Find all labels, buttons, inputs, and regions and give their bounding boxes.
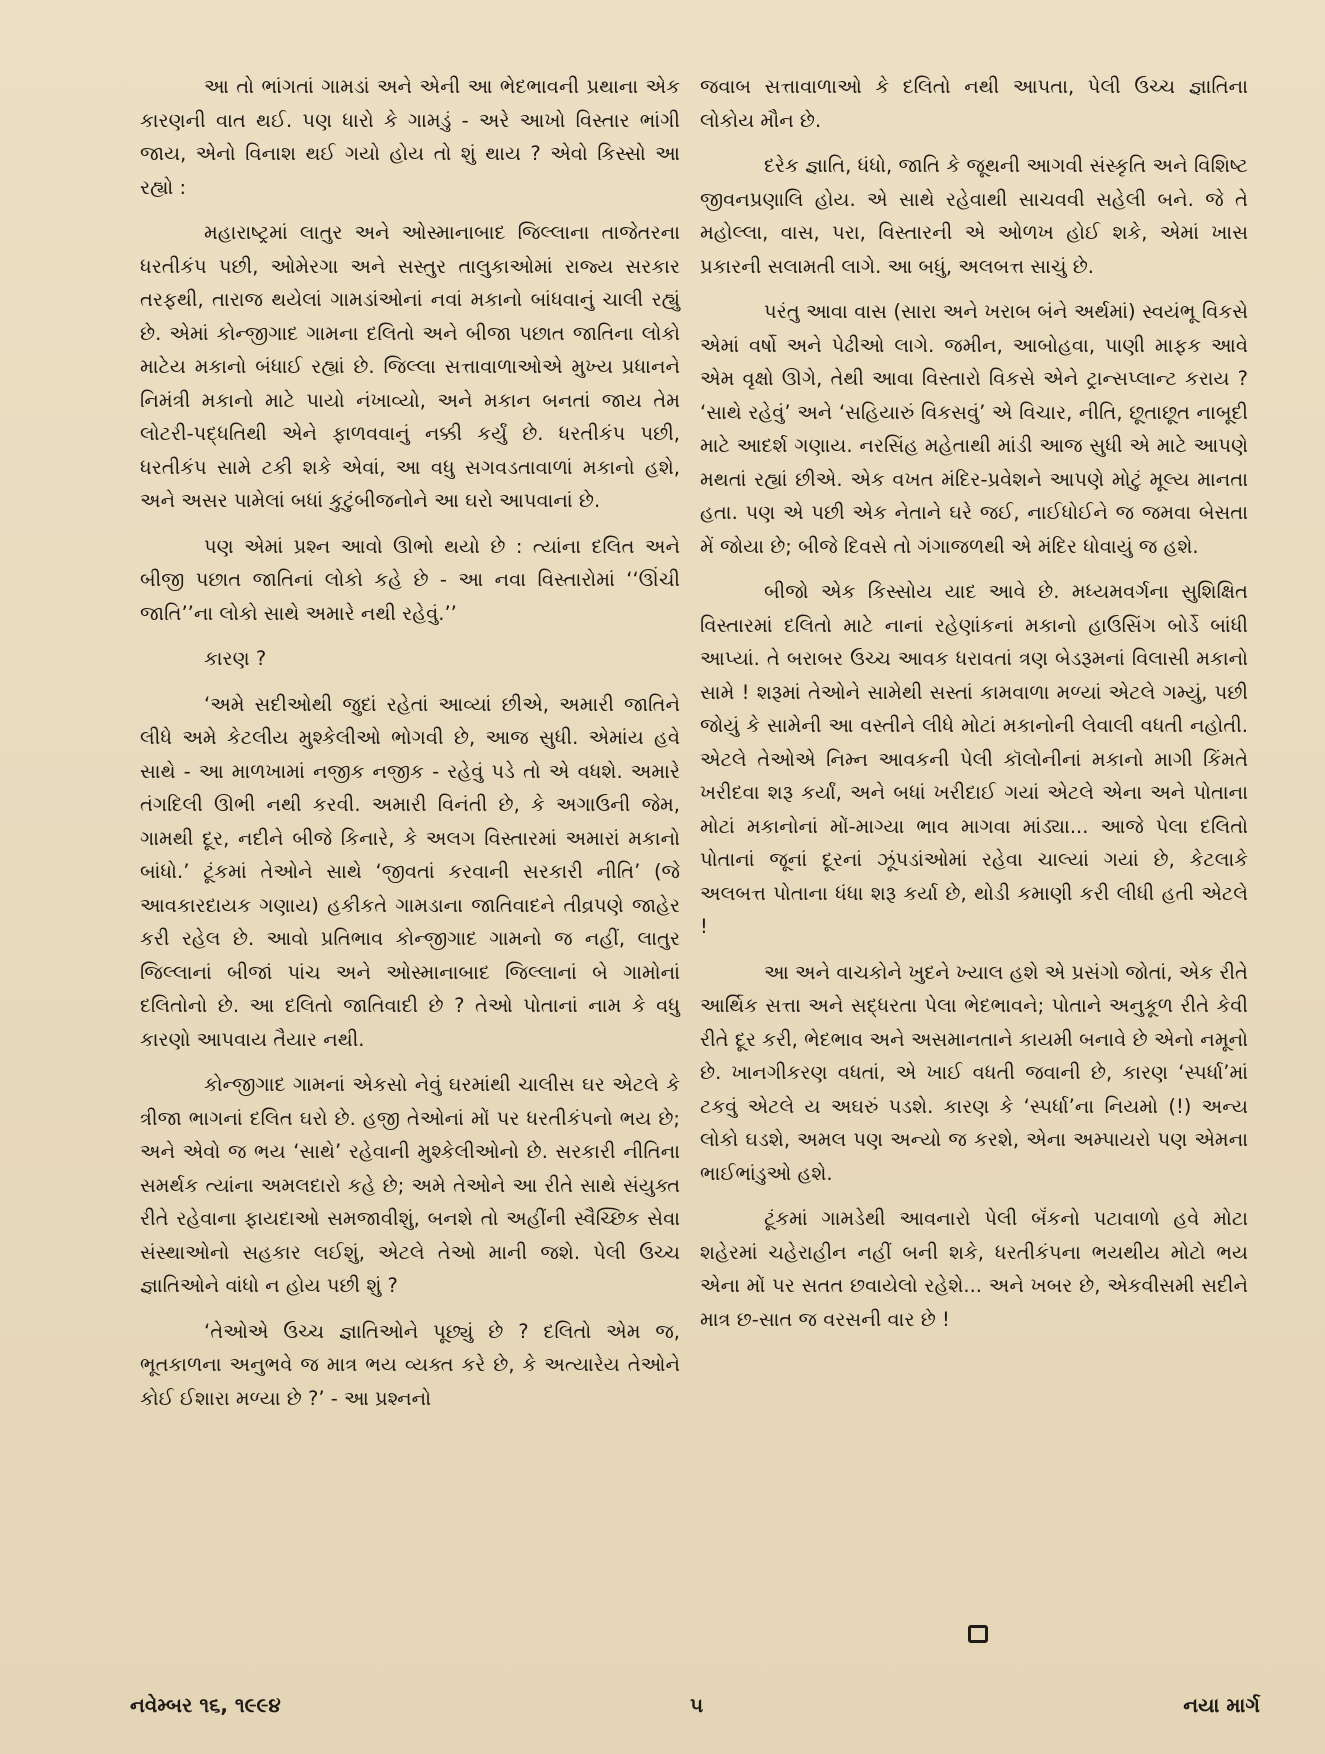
publication-name: નયા માર્ગ <box>1183 1693 1260 1717</box>
left-column <box>140 70 680 1427</box>
page-number: ૫ <box>690 1693 704 1717</box>
paragraph: ‘તેઓએ ઉચ્ચ જ્ઞાતિઓને પૂછ્યું છે ? દલિતો એમ જ, ભૂતકાળના અનુભવે જ માત્ર ભય વ્યક્ત કરે છે, કે અત્યારેય તેઓને કોઈ ઈશારા મળ્યા છે ?’ - આ પ્રશ્નનો <box>140 1319 680 1410</box>
issue-date: નવેમ્બર ૧૬, ૧૯૯૪ <box>130 1693 281 1717</box>
paragraph: ટૂંકમાં ગામડેથી આવનારો પેલી બૅંકનો પટાવાળો હવે મોટા શહેરમાં ચહેરાહીન નહીં બની શકે, ધરતીકંપના ભયથીય મોટો ભય એના મોં પર સતત છવાયેલો રહેશે... અને ખબર છે, એકવીસમી સદીને માત્ર છ-સાત જ વરસની વાર છે ! <box>700 1207 1248 1331</box>
paragraph: પરંતુ આવા વાસ (સારા અને ખરાબ બંને અર્થમાં) સ્વયંભૂ વિકસે એમાં વર્ષો અને પેઢીઓ લાગે. જમીન, આબોહવા, પાણી માફક આવે એમ વૃક્ષો ઊગે, તેથી આવા વિસ્તારો વિકસે એને ટ્રાન્સપ્લાન્ટ કરાય ? ‘સાથે રહેવું’ અને ‘સહિયારું વિકસવું’ એ વિચાર, નીતિ, છૂતાછૂત નાબૂદી માટે આદર્શ ગણાય. નરસિંહ મહેતાથી માંડી આજ સુધી એ માટે આપણે મથતાં રહ્યાં છીએ. એક વખત મંદિર-પ્રવેશને આપણે મોટું મૂલ્ય માનતા હતા. પણ એ પછી એક નેતાને ઘરે જઈ, નાઈધોઈને જ જમવા બેસતા મેં જોયા છે; બીજે દિવસે તો ગંગાજળથી એ મંદિર ધોવાયું જ હશે. <box>700 300 1248 558</box>
paragraph: ‘અમે સદીઓથી જુદાં રહેતાં આવ્યાં છીએ, અમારી જાતિને લીધે અમે કેટલીય મુશ્કેલીઓ ભોગવી છે, આજ સુધી. એમાંય હવે સાથે - આ માળખામાં નજીક નજીક - રહેવું પડે તો એ વધશે. અમારે તંગદિલી ઊભી નથી કરવી. અમારી વિનંતી છે, કે અગાઉની જેમ, ગામથી દૂર, નદીને બીજે કિનારે, કે અલગ વિસ્તારમાં અમારાં મકાનો બાંધો.’ ટૂંકમાં તેઓને સાથે ‘જીવતાં કરવાની સરકારી નીતિ’ (જે આવકારદાયક ગણાય) હકીકતે ગામડાના જાતિવાદને તીવ્રપણે જાહેર કરી રહેલ છે. આવો પ્રતિભાવ કોન્જીગાદ ગામનો જ નહીં, લાતુર જિલ્લાનાં બીજાં પાંચ અને ઓસ્માનાબાદ જિલ્લાનાં બે ગામોનાં દલિતોનો છે. આ દલિતો જાતિવાદી છે ? તેઓ પોતાનાં નામ કે વધુ કારણો આપવાય તૈયાર નથી. <box>140 692 680 1051</box>
square-end-mark-icon <box>968 1625 988 1643</box>
paragraph: આ અને વાચકોને ખુદને ખ્યાલ હશે એ પ્રસંગો જોતાં, એક રીતે આર્થિક સત્તા અને સદ્ધરતા પેલા ભેદભાવને; પોતાને અનુકૂળ રીતે કેવી રીતે દૂર કરી, ભેદભાવ અને અસમાનતાને કાયમી બનાવે છે એનો નમૂનો છે. ખાનગીકરણ વધતાં, એ ખાઈ વધતી જવાની છે, કારણ ‘સ્પર્ધા’માં ટકવું એટલે ય અઘરું પડશે. કારણ કે ‘સ્પર્ધા’ના નિયમો (!) અન્ય લોકો ઘડશે, અમલ પણ અન્યો જ કરશે, એના અમ્પાયરો પણ એમના ભાઈભાંડુઓ હશે. <box>700 960 1248 1185</box>
right-column <box>700 70 1248 1348</box>
paragraph: કારણ ? <box>204 647 267 670</box>
paragraph: દરેક જ્ઞાતિ, ધંધો, જાતિ કે જૂથની આગવી સંસ્કૃતિ અને વિશિષ્ટ જીવનપ્રણાલિ હોય. એ સાથે રહેવાથી સાચવવી સહેલી બને. જે તે મહોલ્લા, વાસ, પરા, વિસ્તારની એ ઓળખ હોઈ શકે, એમાં ખાસ પ્રકારની સલામતી લાગે. આ બધું, અલબત્ત સાચું છે. <box>700 154 1248 278</box>
paragraph: જવાબ સત્તાવાળાઓ કે દલિતો નથી આપતા, પેલી ઉચ્ચ જ્ઞાતિના લોકોય મૌન છે. <box>700 75 1248 132</box>
paragraph: કોન્જીગાદ ગામનાં એકસો નેવું ઘરમાંથી ચાલીસ ઘર એટલે કે ત્રીજા ભાગનાં દલિત ઘરો છે. હજી તેઓનાં મોં પર ધરતીકંપનો ભય છે; અને એવો જ ભય ‘સાથે’ રહેવાની મુશ્કેલીઓનો છે. સરકારી નીતિના સમર્થક ત્યાંના અમલદારો કહે છે; અમે તેઓને આ રીતે સાથે સંયુક્ત રીતે રહેવાના ફાયદાઓ સમજાવીશું, બનશે તો અહીંની સ્વૈચ્છિક સેવા સંસ્થાઓનો સહકાર લઈશું, એટલે તેઓ માની જશે. પેલી ઉચ્ચ જ્ઞાતિઓને વાંધો ન હોય પછી શું ? <box>140 1073 680 1297</box>
paragraph: આ તો ભાંગતાં ગામડાં અને એની આ ભેદભાવની પ્રથાના એક કારણની વાત થઈ. પણ ધારો કે ગામડું - અરે આખો વિસ્તાર ભાંગી જાય, એનો વિનાશ થઈ ગયો હોય તો શું થાય ? એવો કિસ્સો આ રહ્યો : <box>140 75 680 199</box>
paragraph: બીજો એક કિસ્સોય યાદ આવે છે. મધ્યમવર્ગના સુશિક્ષિત વિસ્તારમાં દલિતો માટે નાનાં રહેણાંકનાં મકાનો હાઉસિંગ બોર્ડે બાંધી આપ્યાં. તે બરાબર ઉચ્ચ આવક ધરાવતાં ત્રણ બેડરૂમનાં વિલાસી મકાનો સામે ! શરૂમાં તેઓને સામેથી સસ્તાં કામવાળા મળ્યાં એટલે ગમ્યું, પછી જોયું કે સામેની આ વસ્તીને લીધે મોટાં મકાનોની લેવાલી વધતી નહોતી. એટલે તેઓએ નિમ્ન આવકની પેલી કૉલોનીનાં મકાનો માગી કિંમતે ખરીદવા શરૂ કર્યાં, અને બધાં ખરીદાઈ ગયાં એટલે એના અને પોતાના મોટાં મકાનોનાં મોં-માગ્યા ભાવ માગવા માંડ્યા... આજે પેલા દલિતો પોતાનાં જૂનાં દૂરનાં ઝૂંપડાંઓમાં રહેવા ચાલ્યાં ગયાં છે, કેટલાકે અલબત્ત પોતાના ધંધા શરૂ કર્યા છે, થોડી કમાણી કરી લીધી હતી એટલે ! <box>700 580 1248 938</box>
page-footer <box>130 1693 1260 1725</box>
paragraph: મહારાષ્ટ્રમાં લાતુર અને ઓસ્માનાબાદ જિલ્લાના તાજેતરના ધરતીકંપ પછી, ઓમેરગા અને સસ્તુર તાલુકાઓમાં રાજ્ય સરકાર તરફથી, તારાજ થયેલાં ગામડાંઓનાં નવાં મકાનો બાંધવાનું ચાલી રહ્યું છે. એમાં કોન્જીગાદ ગામના દલિતો અને બીજા પછાત જાતિના લોકો માટેય મકાનો બંધાઈ રહ્યાં છે. જિલ્લા સત્તાવાળાઓએ મુખ્ય પ્રધાનને નિમંત્રી મકાનો માટે પાયો નંખાવ્યો, અને મકાન બનતાં જાય તેમ લોટરી-પદ્ધતિથી એને ફાળવવાનું નક્કી કર્યું છે. ધરતીકંપ પછી, ધરતીકંપ સામે ટકી શકે એવાં, આ વધુ સગવડતાવાળાં મકાનો હશે, અને અસર પામેલાં બધાં કુટુંબીજનોને આ ઘરો આપવાનાં છે. <box>140 221 680 512</box>
paragraph: પણ એમાં પ્રશ્ન આવો ઊભો થયો છે : ત્યાંના દલિત અને બીજી પછાત જાતિનાં લોકો કહે છે - આ નવા વિસ્તારોમાં ‘‘ઊંચી જાતિ’’ના લોકો સાથે અમારે નથી રહેવું.’’ <box>140 534 680 625</box>
